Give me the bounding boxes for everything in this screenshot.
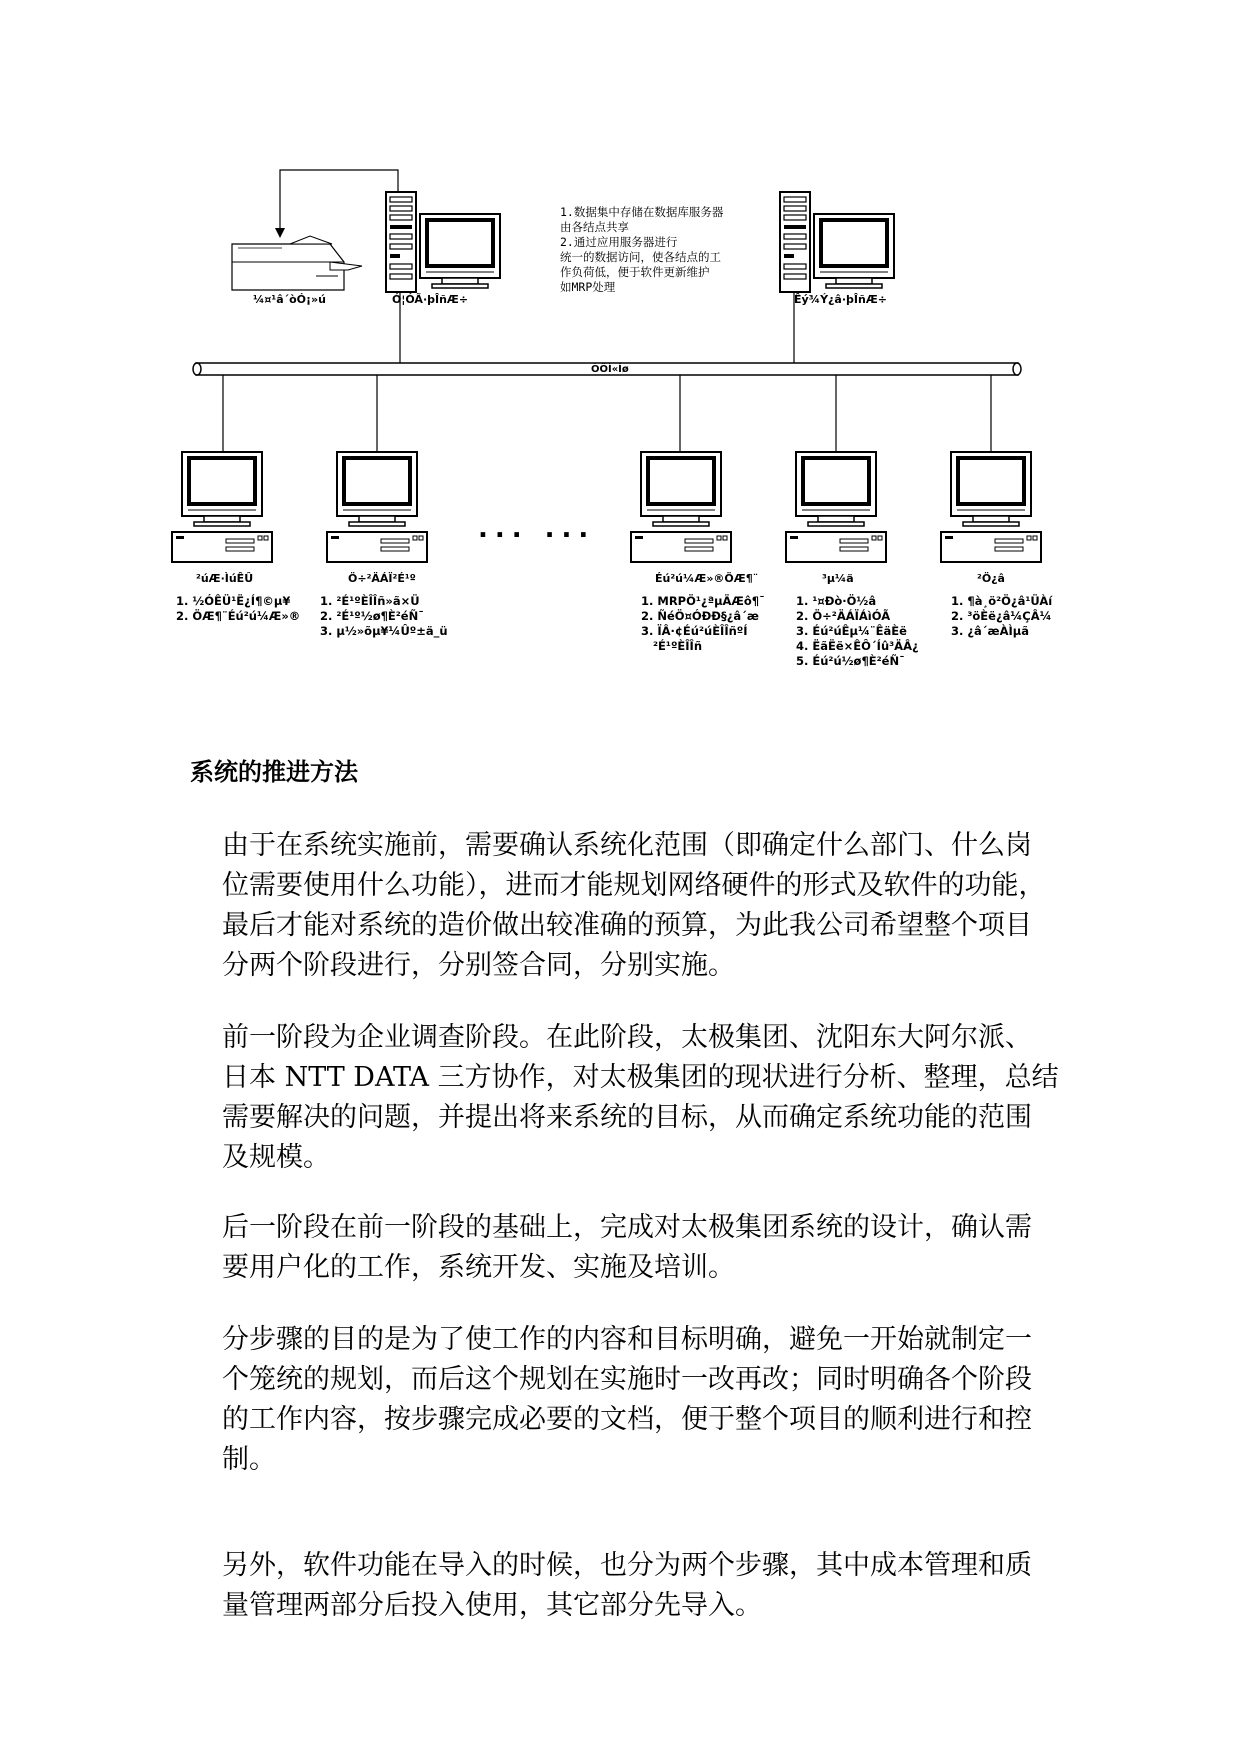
list-item: 3. ÏÂ·¢Éú²úÈÎÎñºÍ bbox=[641, 624, 748, 638]
paragraph bbox=[222, 1546, 1097, 1626]
app-server-label: Ó¦ÓÃ·þÎñÆ÷ bbox=[392, 293, 469, 306]
paragraph-line: 要用户化的工作，系统开发、实施及培训。 bbox=[222, 1252, 735, 1283]
paragraph-line: 另外，软件功能在导入的时候，也分为两个步骤，其中成本管理和质 bbox=[222, 1550, 1032, 1581]
note-line: 作负荷低，便于软件更新维护 bbox=[560, 265, 710, 279]
list-item: 3. Éú²úÊµ¼¨ÊäÈë bbox=[796, 624, 907, 638]
paragraph-line: 日本 NTT DATA 三方协作，对太极集团的现状进行分析、整理，总结 bbox=[222, 1062, 1059, 1093]
laser-printer-icon bbox=[232, 236, 362, 290]
list-item: 3. µ½»õµ¥¼Ûº±ä_ü bbox=[320, 624, 448, 638]
paragraph-line: 的工作内容，按步骤完成必要的文档，便于整个项目的顺利进行和控 bbox=[222, 1404, 1032, 1435]
note-line: 1.数据集中存储在数据库服务器 bbox=[560, 205, 724, 219]
ellipsis-dots: ... ... bbox=[478, 514, 596, 544]
client-function-list bbox=[641, 594, 765, 654]
paragraph-line: 个笼统的规划，而后这个规划在实施时一改再改；同时明确各个阶段 bbox=[222, 1364, 1032, 1395]
note-line: 2.通过应用服务器进行 bbox=[560, 235, 678, 249]
client-label: ²Ö¿â bbox=[977, 572, 1005, 585]
list-item: 3. ¿â´æÀÌµã bbox=[951, 624, 1030, 638]
client-computer-icon bbox=[327, 452, 427, 562]
paragraph-line: 由于在系统实施前，需要确认系统化范围（即确定什么部门、什么岗 bbox=[222, 830, 1032, 861]
list-item: 2. Ö÷²ÄÁÏÁìÓÃ bbox=[796, 609, 891, 623]
client-computer-icon bbox=[172, 452, 272, 562]
paragraph-line: 及规模。 bbox=[222, 1142, 330, 1173]
paragraph-line: 需要解决的问题，并提出将来系统的目标，从而确定系统功能的范围 bbox=[222, 1102, 1032, 1133]
list-item: 1. ²É¹ºÈÎÎñ»ã×Ü bbox=[320, 594, 420, 608]
database-server-icon bbox=[780, 192, 894, 292]
client-label: ³µ¼ä bbox=[822, 572, 854, 585]
network-label: ÒÔÌ«Íø bbox=[591, 364, 629, 375]
list-item: 1. ½ÓÊÜ¹Ë¿Í¶©µ¥ bbox=[176, 594, 291, 608]
diagram-note bbox=[560, 205, 760, 295]
note-line: 统一的数据访问，使各结点的工 bbox=[560, 250, 721, 264]
list-item: 2. ÖÆ¶¨Éú²ú¼Æ»® bbox=[176, 609, 301, 623]
note-line: 如MRP处理 bbox=[560, 280, 616, 294]
paragraph bbox=[222, 826, 1097, 986]
paragraph bbox=[222, 1018, 1097, 1178]
paragraph-line: 分步骤的目的是为了使工作的内容和目标明确，避免一开始就制定一 bbox=[222, 1324, 1032, 1355]
client-label: Ö÷²ÄÁÏ²É¹º bbox=[348, 572, 416, 585]
paragraph-line: 位需要使用什么功能），进而才能规划网络硬件的形式及软件的功能， bbox=[222, 870, 1046, 901]
paragraph bbox=[222, 1208, 1097, 1288]
list-item: 2. ³öÈë¿â¼ÇÂ¼ bbox=[951, 609, 1052, 623]
client-function-list bbox=[951, 594, 1052, 639]
application-server-icon bbox=[386, 192, 500, 292]
client-computer-icon bbox=[631, 452, 731, 562]
paragraph-line: 前一阶段为企业调查阶段。在此阶段，太极集团、沈阳东大阿尔派、 bbox=[222, 1022, 1032, 1053]
client-label: Éú²ú¼Æ»®ÖÆ¶¨ bbox=[655, 572, 759, 585]
client-computer-icon bbox=[941, 452, 1041, 562]
paragraph bbox=[222, 1320, 1097, 1480]
list-item: 1. ¶à¸ö²Ö¿â¹ÜÀí bbox=[951, 594, 1053, 608]
list-item: 1. MRPÖ¹¿ªµÄÆô¶¯ bbox=[641, 594, 765, 608]
note-line: 由各结点共享 bbox=[560, 220, 629, 234]
list-item: 4. ËãËë×ÊÔ´Íû³ÄÂ¿ bbox=[796, 639, 919, 653]
db-server-label: Êý¾Ý¿â·þÎñÆ÷ bbox=[794, 293, 887, 306]
client-function-list bbox=[320, 594, 448, 639]
paragraph-line: 量管理两部分后投入使用，其它部分先导入。 bbox=[222, 1590, 762, 1621]
list-item: 5. Éú²ú½ø¶È²éÑ¯ bbox=[796, 654, 905, 668]
client-computer-icon bbox=[786, 452, 886, 562]
client-label: ²úÆ·ÌúÊÛ bbox=[196, 572, 254, 585]
list-item: ²É¹ºÈÎÎñ bbox=[641, 639, 703, 653]
paragraph-line: 最后才能对系统的造价做出较准确的预算，为此我公司希望整个项目 bbox=[222, 910, 1032, 941]
paragraph-line: 制。 bbox=[222, 1444, 276, 1475]
paragraph-line: 后一阶段在前一阶段的基础上，完成对太极集团系统的设计，确认需 bbox=[222, 1212, 1032, 1243]
client-function-list bbox=[796, 594, 919, 669]
list-item: 2. ÑéÖ¤ÓÐÐ§¿â´æ bbox=[641, 609, 759, 623]
list-item: 2. ²É¹º½ø¶È²éÑ¯ bbox=[320, 609, 424, 623]
printer-label: ¼¤¹â´òÓ¡»ú bbox=[253, 293, 326, 306]
network-diagram bbox=[0, 0, 1241, 700]
client-function-list bbox=[176, 594, 300, 624]
list-item: 1. ¹¤Ðò·Ö½â bbox=[796, 594, 877, 608]
paragraph-line: 分两个阶段进行，分别签合同，分别实施。 bbox=[222, 950, 735, 981]
section-heading: 系统的推进方法 bbox=[190, 757, 358, 786]
